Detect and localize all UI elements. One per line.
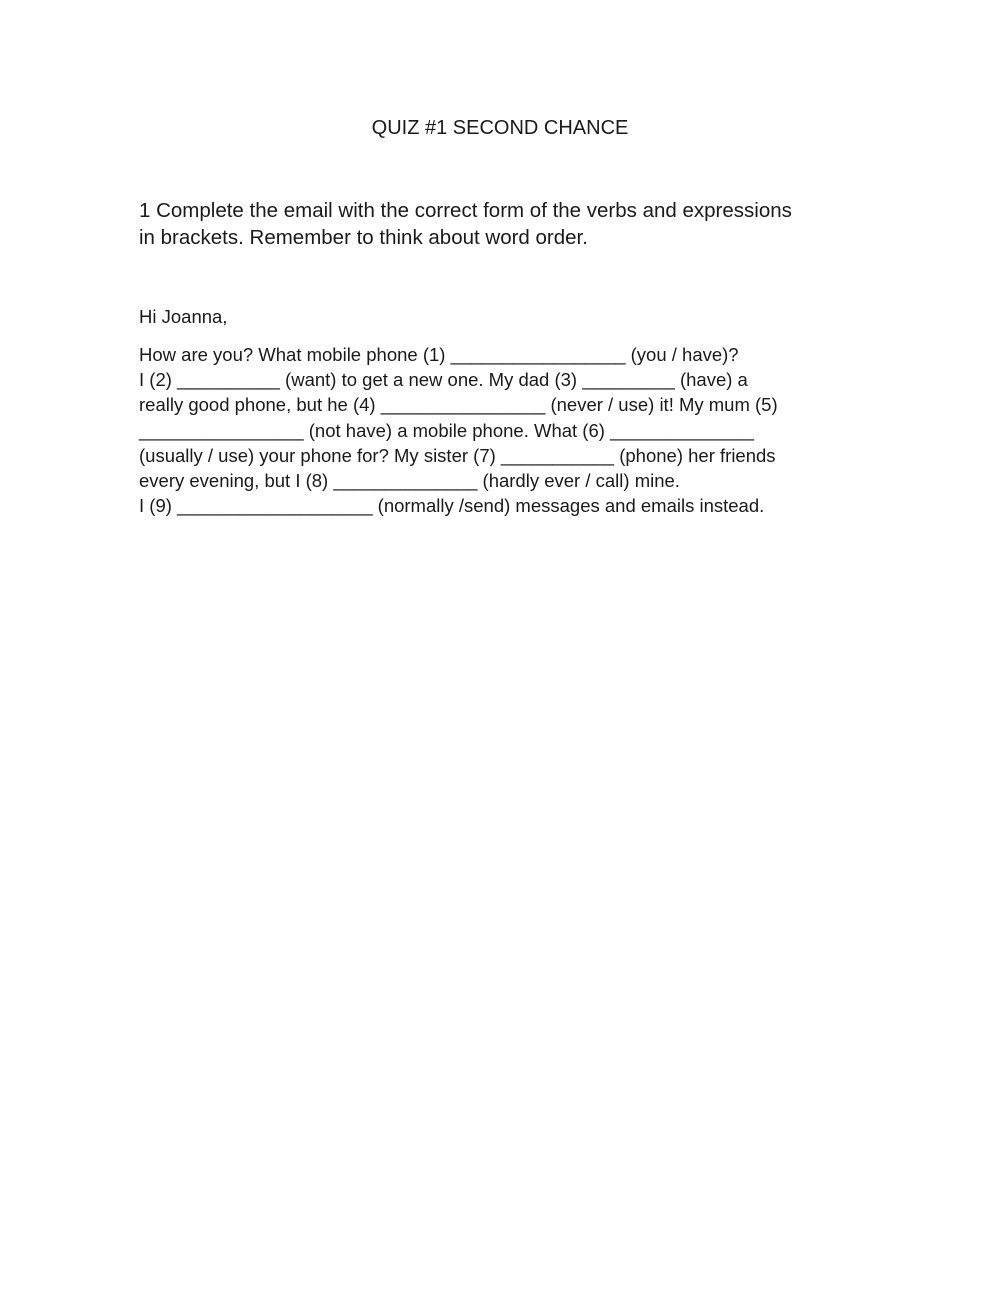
email-body xyxy=(139,342,859,518)
email-line: (usually / use) your phone for? My sister (7) ___________ (phone) her friends xyxy=(139,444,776,466)
instruction-line: 1 Complete the email with the correct form of the verbs and expressions xyxy=(139,199,792,222)
email-greeting: Hi Joanna, xyxy=(139,306,228,327)
email-line: every evening, but I (8) ______________ (hardly ever / call) mine. xyxy=(139,470,680,492)
email-line: I (9) ___________________ (normally /send) messages and emails instead. xyxy=(139,495,765,517)
email-line: ________________ (not have) a mobile phone. What (6) ______________ xyxy=(139,419,755,441)
email-line: really good phone, but he (4) ________________ (never / use) it! My mum (5) xyxy=(139,394,778,416)
instruction-line: in brackets. Remember to think about word order. xyxy=(139,226,588,249)
email-line: How are you? What mobile phone (1) _________________ (you / have)? xyxy=(139,344,739,365)
page-title: QUIZ #1 SECOND CHANCE xyxy=(371,117,629,139)
exercise-instruction xyxy=(139,197,859,251)
email-line: I (2) __________ (want) to get a new one. My dad (3) _________ (have) a xyxy=(139,369,748,391)
